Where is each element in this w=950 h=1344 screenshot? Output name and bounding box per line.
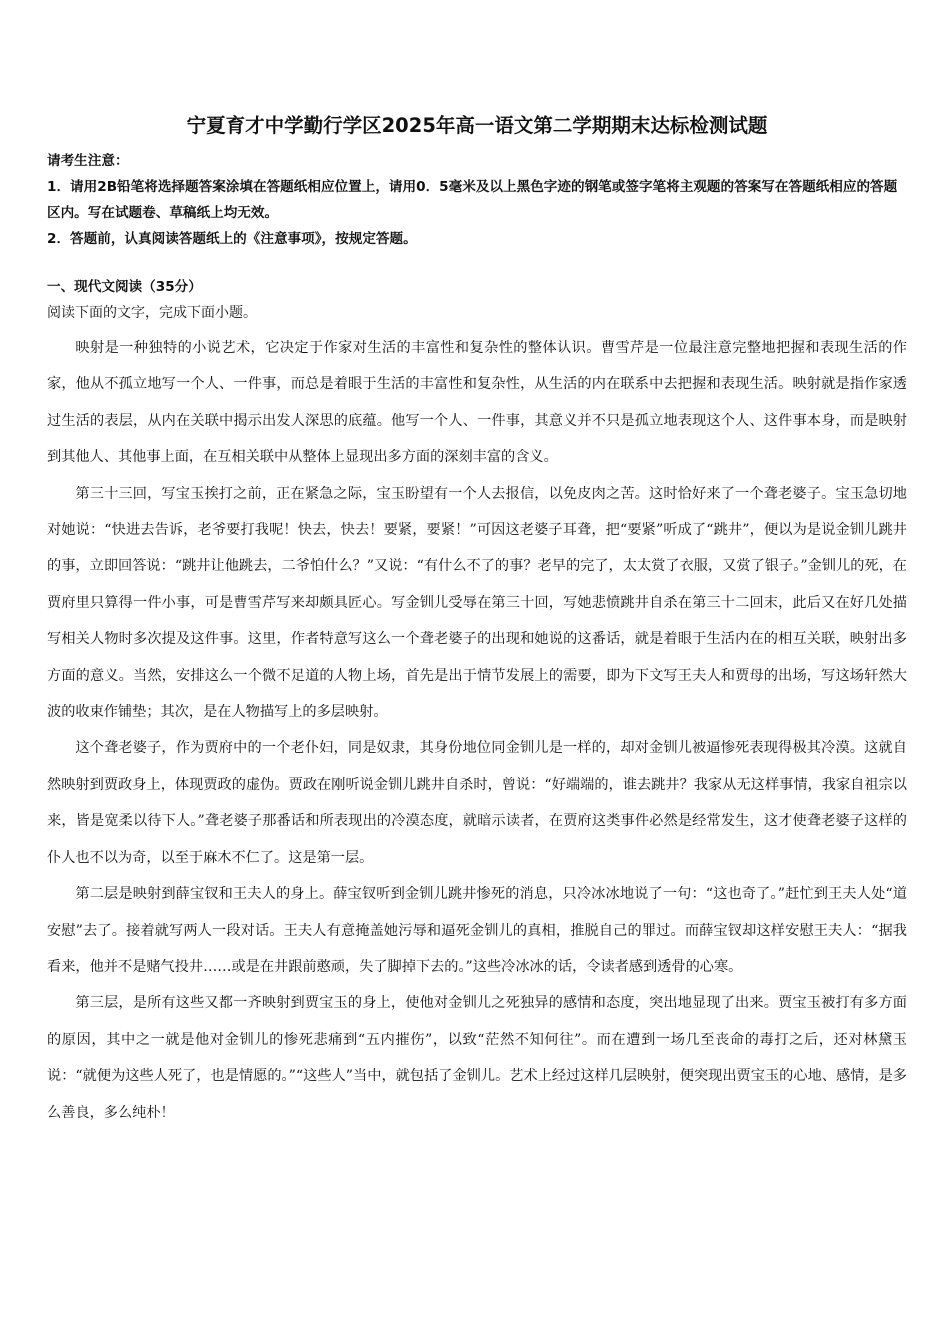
notice-item-1: 1．请用2B铅笔将选择题答案涂填在答题纸相应位置上，请用0．5毫米及以上黑色字迹的钢笔或签字笔将主观题的答案写在答题纸相应的答题区内。写在试题卷、草稿纸上均无效。 [47,179,898,221]
paragraph-5: 第三层，是所有这些又都一齐映射到贾宝玉的身上，使他对金钏儿之死独异的感情和态度，突出地显现了出来。贾宝玉被打有多方面的原因，其中之一就是他对金钏儿的惨死悲痛到“五内摧伤”，以致“茫然不知何往”。而在遭到一场几至丧命的毒打之后，还对林黛玉说：“就便为这些人死了，也是情愿的。”“这些人”当中，就包括了金钏儿。艺术上经过这样几层映射，便突现出贾宝玉的心地、感情，是多么善良，多么纯朴！ [47,995,907,1121]
document-page [47,108,907,1131]
paragraph-2: 第三十三回，写宝玉挨打之前，正在紧急之际，宝玉盼望有一个人去报信，以免皮肉之苦。这时恰好来了一个聋老婆子。宝玉急切地对她说：“快进去告诉，老爷要打我呢！快去，快去！要紧，要紧！”可因这老婆子耳聋，把“要紧”听成了“跳井”，便以为是说金钏儿跳井的事，立即回答说：“跳井让他跳去，二爷怕什么？”又说：“有什么不了的事？老早的完了，太太赏了衣服，又赏了银子。”金钏儿的死，在贾府里只算得一件小事，可是曹雪芹写来却颇具匠心。写金钏儿受辱在第三十回，写她悲愤跳井自杀在第三十二回末，此后又在好几处描写相关人物时多次提及这件事。这里，作者特意写这么一个聋老婆子的出现和她说的这番话，就是着眼于生活内在的相互关联，映射出多方面的意义。当然，安排这么一个微不足道的人物上场，首先是出于情节发展上的需要，即为下文写王夫人和贾母的出场，写这场轩然大波的收束作铺垫；其次，是在人物描写上的多层映射。 [47,485,907,721]
section-heading: 一、现代文阅读（35分） [47,279,202,295]
paragraph-4: 第二层是映射到薛宝钗和王夫人的身上。薛宝钗听到金钏儿跳井惨死的消息，只冷冰冰地说了一句：“这也奇了。”赶忙到王夫人处“道安慰”去了。接着就写两人一段对话。王夫人有意掩盖她污辱和逼死金钏儿的真相，推脱自己的罪过。而薛宝钗却这样安慰王夫人：“据我看来，他并不是赌气投井……或是在井跟前憨顽，失了脚掉下去的。”这些冷冰冰的话，令读者感到透骨的心寒。 [47,886,907,975]
section-intro: 阅读下面的文字，完成下面小题。 [47,305,257,321]
paragraph-1: 映射是一种独特的小说艺术，它决定于作家对生活的丰富性和复杂性的整体认识。曹雪芹是一位最注意完整地把握和表现生活的作家，他从不孤立地写一个人、一件事，而总是着眼于生活的丰富性和复杂性，从生活的内在联系中去把握和表现生活。映射就是指作家透过生活的表层，从内在关联中揭示出发人深思的底蕴。他写一个人、一件事，其意义并不只是孤立地表现这个人、这件事本身，而是映射到其他人、其他事上面，在互相关联中从整体上显现出多方面的深刻丰富的含义。 [47,340,907,466]
notice-item-2: 2．答题前，认真阅读答题纸上的《注意事项》，按规定答题。 [47,231,417,247]
document-title: 宁夏育才中学勤行学区2025年高一语文第二学期期末达标检测试题 [186,114,768,137]
notice-heading: 请考生注意： [47,153,129,169]
paragraph-3: 这个聋老婆子，作为贾府中的一个老仆妇，同是奴隶，其身份地位同金钏儿是一样的，却对金钏儿被逼惨死表现得极其冷漠。这就自然映射到贾政身上，体现贾政的虚伪。贾政在刚听说金钏儿跳井自杀时，曾说：“好端端的，谁去跳井？我家从无这样事情，我家自祖宗以来，皆是宽柔以待下人。”聋老婆子那番话和所表现出的冷漠态度，就暗示读者，在贾府这类事件必然是经常发生，这才使聋老婆子这样的仆人也不以为奇，以至于麻木不仁了。这是第一层。 [47,740,907,866]
spacer [47,252,907,274]
